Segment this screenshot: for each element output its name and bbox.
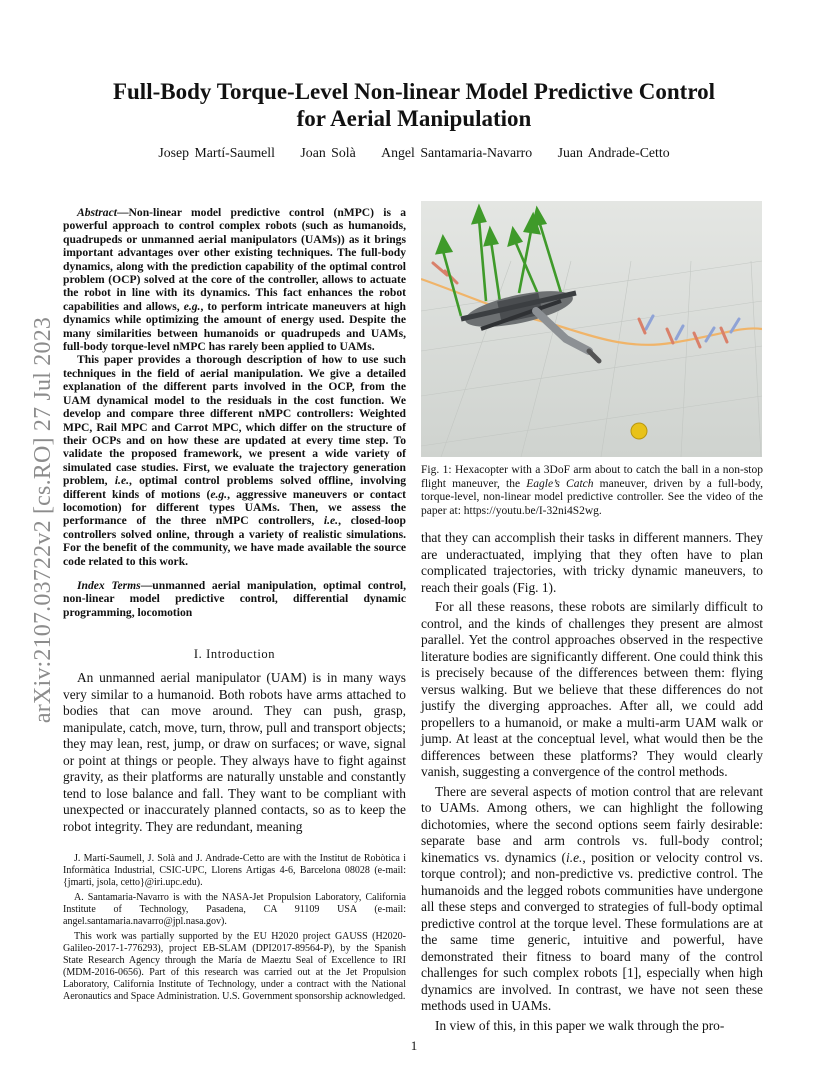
index-terms [63, 579, 406, 619]
caption-text-a: Fig. 1: Hexacopter with a 3DoF arm about to catch the ball in a non-stop flight maneuver, the [421, 464, 763, 490]
caption-maneuver-name: Eagle’s Catch [526, 477, 594, 490]
index-terms-text: —unmanned aerial manipulation, optimal control, non-linear model predictive control, differential dynamic programming, locomotion [63, 578, 406, 619]
section-heading-introduction: I. Introduction [193, 647, 276, 662]
right-p3-ie: i.e. [566, 849, 583, 865]
intro-body-left [63, 670, 406, 835]
abstract-paragraph-1 [63, 206, 406, 353]
author-1: Josep Martí-Saumell [158, 145, 275, 160]
abstract-p2-d: , closed-loop controllers solved online, through a variety of realistic simulations. For the benefit of the community, we have made available the source code related to this work. [63, 514, 406, 568]
right-p3-a: There are several aspects of motion control that are relevant to UAMs. Among others, we can highlight the following dichotomies, where the second options seem fairly desirable: separate base and arm controls vs. full-body control; kinematics vs. dynamics ( [421, 783, 763, 865]
abstract-label: Abstract [77, 206, 117, 219]
intro-paragraph-1: An unmanned aerial manipulator (UAM) is in many ways very similar to a humanoid. Both robots have arms attached to bodies that can move around. They can push, grasp, manipulate, catch, move, turn, throw, pull and transport objects; they may lean, rest, jump, or draw on surfaces; or wave, signal or point at things or people. They always have to fight against gravity, as their platforms are naturally unstable and constantly tend to lose balance and fall. They want to be compliant with unexpected or inaccurately planned contacts, so as to keep the robot integrity. They are redundant, meaning [63, 670, 406, 834]
abstract-eg-2: e.g. [210, 487, 228, 501]
abstract-p2-c: , aggressive maneuvers or contact locomotion) for different types UAMs. Then, we assess the performance of the three nMPC controllers, [63, 487, 406, 528]
paper-title [80, 78, 748, 132]
right-paragraph-3 [421, 784, 763, 1015]
ball [631, 423, 647, 439]
author-3: Angel Santamaria-Navarro [381, 145, 533, 160]
right-paragraph-2: For all these reasons, these robots are similarly difficult to control, and the kinds of challenges they present are almost parallel. Yet the control approaches observed in the respective literature bodies are significantly different. One could think this is precisely because of the differences between them: flying versus walking. But we believe that these differences do not justify the diverging approaches. After all, we could add propellers to a humanoid, or make a multi-arm UAM walk or jump. At least at the conceptual level, what would then be the differences between these platforms? They would clearly vanish, suggesting a convergence of the control methods. [421, 599, 763, 779]
abstract-eg: e.g. [183, 299, 201, 313]
abstract [63, 206, 406, 568]
right-column [421, 530, 763, 1034]
abstract-text-end: , to perform intricate maneuvers at high dynamics while optimizing the amount of energy used. Despite the many similarities between humanoids or quadrupeds and UAMs, full-body torque-level nMPC has rarely been applied to UAMs. [63, 299, 407, 354]
footnote-funding: This work was partially supported by the EU H2020 project GAUSS (H2020-Galileo-2017-1-776293), project EB-SLAM (DPI2017-89564-P), by the Spanish State Research Agency through the María de Maeztu Seal of Excellence to IRI (MDM-2016-0656). Part of this research was carried out at the Jet Propulsion Laboratory, California Institute of Technology, under a contract with the National Aeronautics and Space Administration. U.S. Government sponsorship acknowledged. [63, 931, 406, 1003]
title-line-2: for Aerial Manipulation [296, 106, 532, 131]
index-terms-label: Index Terms [77, 578, 141, 592]
abstract-paragraph-2 [63, 353, 406, 568]
author-2: Joan Solà [300, 145, 356, 160]
abstract-text: —Non-linear model predictive control (nMPC) is a powerful approach to control complex robots (such as humanoids, quadrupeds or unmanned aerial manipulators (UAMs)) as it brings important advantages over other existing techniques. The full-body dynamics, along with the prediction capability of the optimal control problem (OCP) solved at the core of the controller, allows to actuate the robot in line with its dynamics. This fact enhances the robot capabilities and allows, [63, 206, 406, 313]
hexacopter-render [421, 201, 762, 457]
author-4: Juan Andrade-Cetto [557, 145, 670, 160]
right-paragraph-4: In view of this, in this paper we walk through the pro- [435, 1017, 725, 1033]
left-column [63, 206, 406, 1003]
abstract-ie-2: i.e. [323, 514, 339, 528]
title-line-1: Full-Body Torque-Level Non-linear Model Predictive Control [112, 79, 716, 104]
figure-1-caption [421, 464, 763, 518]
caption-text-b: maneuver, driven by a full-body, torque-level, non-linear model predictive controller. See the video of the paper at: https://youtu.be/I-32ni4S2wg. [421, 477, 763, 517]
footnote-affiliation-1: J. Martí-Saumell, J. Solà and J. Andrade-Cetto are with the Institut de Robòtica i Informàtica Industrial, CSIC-UPC, Llorens Artigas 4-6, Barcelona 08028 (e-mail: {jmarti, jsola, cetto}@iri.upc.edu). [63, 853, 406, 889]
footnotes [63, 853, 406, 1003]
right-paragraph-1: that they can accomplish their tasks in different manners. They are underactuated, implying that they often have to plan complicated trajectories, with tricky dynamic maneuvers, to reach their goals (Fig. 1). [421, 530, 763, 595]
abstract-p2-b: , optimal control problems solved offline, involving different kinds of motions ( [63, 474, 406, 501]
abstract-p2-a: This paper provides a thorough description of how to use such techniques in the field of aerial manipulation. We give a detailed explanation of the different parts involved in the OCP, from the UAM dynamical model to the residuals in the cost function. We develop and compare three different nMPC controllers: Weighted MPC, Rail MPC and Carrot MPC, which differ on the structure of their OCPs and on how these are updated at every time step. To validate the proposed framework, we present a wide variety of simulated case studies. First, we evaluate the trajectory generation problem, [63, 353, 406, 488]
author-list [80, 145, 748, 161]
arxiv-stamp: arXiv:2107.03722v2 [cs.RO] 27 Jul 2023 [30, 316, 56, 724]
figure-1-image [421, 201, 762, 457]
right-p3-b: , position or velocity control vs. torque control); and non-predictive vs. predictive control. The humanoids and the legged robots communities have undergone all these steps and converged to strategies of full-body optimal predictive control at the torque level. These formulations are at the same time generic, intuitive and powerful, have demonstrated their fitness to board many of the control challenges for such complex robots [1], especially when high dynamics are involved. In contrast, we have not seen these methods used in UAMs. [421, 849, 763, 1013]
page-number: 1 [410, 1038, 418, 1053]
abstract-ie-1: i.e. [114, 474, 129, 488]
footnote-affiliation-2: A. Santamaria-Navarro is with the NASA-Jet Propulsion Laboratory, California Institute of Technology, Pasadena, CA 91109 USA (e-mail: angel.santamaria.navarro@jpl.nasa.gov). [63, 892, 406, 928]
